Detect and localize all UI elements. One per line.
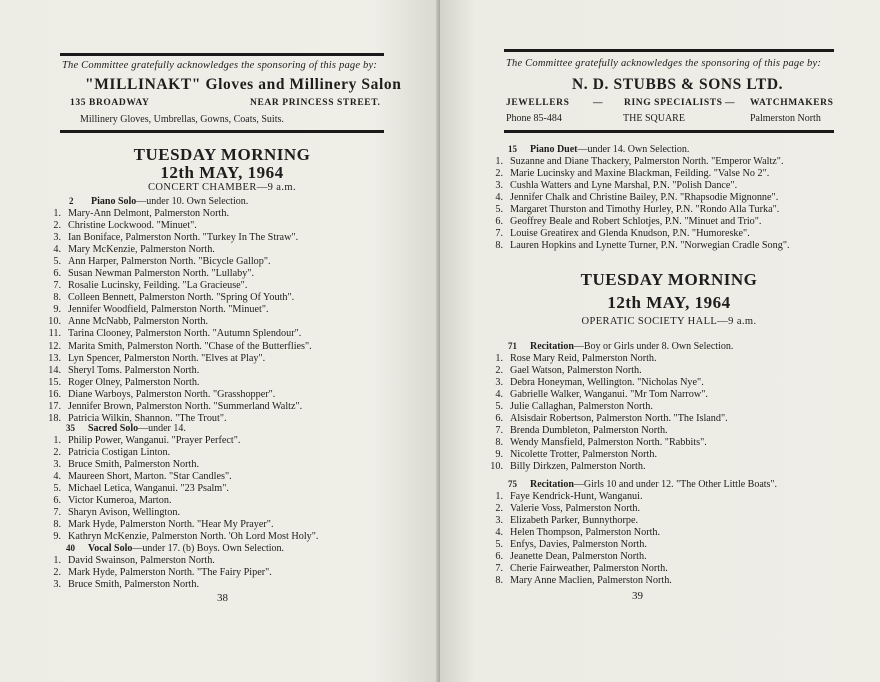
list-item: [490, 168, 790, 180]
entry-number: 5.: [53, 256, 61, 268]
entry-text: Michael Letica, Wanganui. "23 Psalm".: [68, 483, 229, 495]
list-item: [490, 216, 790, 228]
list-item: [48, 507, 318, 519]
list-item: [48, 328, 312, 340]
event-title: Recitation: [530, 341, 574, 352]
list-item: [48, 483, 318, 495]
entry-text: Mary McKenzie, Palmerston North.: [68, 244, 215, 256]
entry-text: Debra Honeyman, Wellington. "Nicholas Nye".: [510, 377, 704, 389]
entry-number: 8.: [495, 240, 503, 252]
entry-text: Patricia Wilkin, Shannon. "The Trout".: [68, 412, 227, 424]
entry-text: Roger Olney, Palmerston North.: [68, 376, 200, 388]
event-title: Piano Duet: [530, 144, 578, 155]
entry-number: 15.: [48, 376, 61, 388]
entry-number: 11.: [48, 328, 61, 340]
event-detail: —under 17. (b) Boys. Own Selection.: [132, 543, 285, 554]
list-item: [490, 503, 672, 515]
entry-number: 5.: [495, 204, 503, 216]
list-item: [48, 447, 318, 459]
entry-text: Gabrielle Walker, Wanganui. "Mr Tom Narrow".: [510, 389, 708, 401]
entry-text: Mary-Ann Delmont, Palmerston North.: [68, 208, 229, 219]
entry-number: 5.: [495, 401, 503, 413]
sponsor-top-rule: [60, 53, 384, 56]
entry-text: Rosalie Lucinsky, Feilding. "La Gracieuse".: [68, 280, 248, 292]
entry-number: 4.: [53, 244, 61, 256]
sponsor-trade: RING SPECIALISTS: [624, 98, 723, 108]
entry-text: Jennifer Woodfield, Palmerston North. "Minuet".: [68, 304, 269, 316]
entry-number: 7.: [495, 425, 503, 437]
entry-text: Lauren Hopkins and Lynette Turner, P.N. "Norwegian Cradle Song".: [510, 240, 790, 252]
entry-number: 3.: [495, 515, 503, 527]
sponsor-name: N. D. STUBBS & SONS LTD.: [572, 76, 784, 93]
sponsor-trade: WATCHMAKERS: [750, 98, 834, 108]
entry-number: 5.: [53, 483, 61, 495]
list-item: [490, 437, 728, 449]
entry-number: 3.: [53, 459, 61, 471]
entry-number: 1.: [495, 156, 503, 167]
list-item: [490, 192, 790, 204]
list-item: [490, 491, 672, 503]
entry-text: Jennifer Chalk and Christine Bailey, P.N. "Rhapsodie Mignonne".: [510, 192, 779, 204]
entry-text: Geoffrey Beale and Robert Schlotjes, P.N. "Minuet and Trio".: [510, 216, 762, 228]
event-heading: [508, 341, 733, 352]
session-day-heading: TUESDAY MORNING: [133, 145, 311, 164]
entry-text: Colleen Bennett, Palmerston North. "Spring Of Youth".: [68, 292, 295, 304]
entry-number: 2.: [53, 220, 61, 232]
entry-number: 8.: [53, 519, 61, 531]
list-item: [48, 377, 312, 389]
event-title: Sacred Solo: [88, 423, 139, 434]
sponsor-address: 135 BROADWAY: [70, 98, 150, 108]
entry-number: 6.: [495, 216, 503, 228]
sponsor-acknowledgement: The Committee gratefully acknowledges the sponsoring of this page by:: [506, 58, 822, 69]
entry-number: 17.: [48, 400, 61, 412]
list-item: [48, 304, 312, 316]
entry-text: Ian Boniface, Palmerston North. "Turkey In The Straw".: [68, 232, 299, 244]
list-item: [490, 401, 728, 413]
entry-number: 2.: [495, 503, 503, 515]
entry-list: [48, 555, 272, 591]
list-item: [48, 567, 272, 579]
entry-text: Bruce Smith, Palmerston North.: [68, 579, 200, 591]
list-item: [48, 268, 312, 280]
event-detail: —under 14. Own Selection.: [577, 144, 690, 155]
entry-number: 6.: [53, 268, 61, 280]
entry-text: Patricia Costigan Linton.: [68, 447, 171, 459]
entry-number: 13.: [48, 352, 61, 364]
event-detail: —under 10. Own Selection.: [136, 196, 249, 207]
list-item: [48, 232, 312, 244]
entry-number: 4.: [495, 389, 503, 401]
list-item: [48, 256, 312, 268]
entry-number: 7.: [53, 280, 61, 292]
entry-text: Gael Watson, Palmerston North.: [510, 365, 642, 377]
sponsor-acknowledgement: The Committee gratefully acknowledges the sponsoring of this page by:: [62, 60, 378, 71]
entry-text: Wendy Mansfield, Palmerston North. "Rabbits".: [510, 437, 707, 449]
entry-number: 4.: [53, 471, 61, 483]
entry-number: 1.: [53, 208, 61, 219]
list-item: [48, 531, 318, 543]
entry-number: 1.: [53, 435, 61, 446]
entry-number: 2.: [495, 168, 503, 180]
list-item: [490, 551, 672, 563]
event-number: 75: [508, 479, 517, 489]
sponsor-phone: Phone 85-484: [506, 113, 562, 124]
entry-text: Mark Hyde, Palmerston North. "Hear My Prayer".: [68, 519, 274, 531]
entry-number: 9.: [53, 304, 61, 316]
event-heading: [66, 423, 186, 434]
list-item: [48, 244, 312, 256]
entry-text: David Swainson, Palmerston North.: [68, 555, 215, 566]
list-item: [48, 459, 318, 471]
trade-separator: —: [593, 98, 604, 108]
session-date-heading: 12th MAY, 1964: [607, 293, 731, 312]
entry-text: Helen Thompson, Palmerston North.: [510, 527, 661, 539]
event-heading: [508, 144, 689, 155]
event-detail: —Girls 10 and under 12. "The Other Little Boats".: [573, 479, 778, 490]
entry-number: 8.: [495, 437, 503, 449]
list-item: [48, 220, 312, 232]
entry-number: 6.: [495, 413, 503, 425]
entry-text: Tarina Clooney, Palmerston North. "Autumn Splendour".: [68, 328, 302, 340]
list-item: [490, 228, 790, 240]
entry-text: Valerie Voss, Palmerston North.: [510, 503, 641, 515]
entry-text: Nicolette Trotter, Palmerston North.: [510, 449, 658, 461]
list-item: [48, 365, 312, 377]
entry-text: Jeanette Dean, Palmerston North.: [510, 551, 647, 563]
entry-text: Jennifer Brown, Palmerston North. "Summerland Waltz".: [68, 400, 303, 412]
list-item: [490, 353, 728, 365]
entry-number: 8.: [495, 575, 503, 587]
sponsor-trade: JEWELLERS: [506, 98, 570, 108]
entry-number: 7.: [495, 228, 503, 240]
list-item: [48, 280, 312, 292]
right-page: [440, 0, 880, 682]
sponsor-tagline: Millinery Gloves, Umbrellas, Gowns, Coats, Suits.: [80, 114, 284, 125]
entry-text: Alsisdair Robertson, Palmerston North. "The Island".: [510, 413, 728, 425]
list-item: [48, 401, 312, 413]
list-item: [48, 341, 312, 353]
entry-number: 10.: [48, 316, 61, 328]
list-item: [490, 539, 672, 551]
sponsor-location: THE SQUARE: [623, 113, 685, 124]
session-date-heading: 12th MAY, 1964: [160, 163, 284, 182]
entry-list: [490, 353, 728, 473]
event-title: Piano Solo: [91, 196, 137, 207]
entry-number: 9.: [53, 531, 61, 543]
entry-text: Faye Kendrick-Hunt, Wanganui.: [510, 491, 643, 502]
entry-number: 18.: [48, 412, 61, 424]
entry-number: 12.: [48, 340, 61, 352]
entry-number: 7.: [53, 507, 61, 519]
event-heading: [69, 196, 248, 207]
sponsor-top-rule: [504, 49, 834, 52]
entry-text: Cushla Watters and Lyne Marshal, P.N. "Polish Dance".: [510, 180, 738, 192]
list-item: [490, 575, 672, 587]
list-item: [48, 353, 312, 365]
event-number: 35: [66, 423, 75, 433]
entry-number: 2.: [53, 447, 61, 459]
list-item: [490, 180, 790, 192]
entry-text: Elizabeth Parker, Bunnythorpe.: [510, 515, 639, 527]
list-item: [490, 449, 728, 461]
entry-number: 7.: [495, 563, 503, 575]
sponsor-bottom-rule: [60, 130, 384, 133]
entry-text: Brenda Dumbleton, Palmerston North.: [510, 425, 668, 437]
entry-list: [48, 435, 318, 543]
session-day-heading: TUESDAY MORNING: [580, 270, 758, 289]
session-venue: CONCERT CHAMBER—9 a.m.: [148, 182, 296, 193]
entry-text: Sheryl Toms. Palmerston North.: [68, 364, 200, 376]
entry-number: 6.: [495, 551, 503, 563]
list-item: [48, 435, 318, 447]
list-item: [490, 156, 790, 168]
sponsor-town: Palmerston North: [750, 113, 821, 124]
entry-number: 8.: [53, 292, 61, 304]
event-heading: [508, 479, 777, 490]
entry-number: 10.: [490, 461, 503, 473]
list-item: [490, 527, 672, 539]
entry-number: 3.: [495, 180, 503, 192]
entry-text: Marie Lucinsky and Maxine Blackman, Feilding. "Valse No 2".: [510, 168, 770, 180]
entry-text: Philip Power, Wanganui. "Prayer Perfect".: [68, 435, 241, 446]
list-item: [48, 519, 318, 531]
event-title: Recitation: [530, 479, 574, 490]
event-number: 2: [69, 196, 74, 206]
entry-text: Kathryn McKenzie, Palmerston North. 'Oh Lord Most Holy".: [68, 531, 319, 543]
list-item: [48, 316, 312, 328]
sponsor-name: "MILLINAKT" Gloves and Millinery Salon: [85, 76, 402, 93]
list-item: [48, 495, 318, 507]
entry-text: Suzanne and Diane Thackery, Palmerston North. "Emperor Waltz".: [510, 156, 784, 167]
list-item: [48, 555, 272, 567]
list-item: [490, 389, 728, 401]
entry-text: Enfys, Davies, Palmerston North.: [510, 539, 647, 551]
entry-text: Mary Anne Maclien, Palmerston North.: [510, 575, 672, 587]
event-heading: [66, 543, 284, 554]
event-title: Vocal Solo: [88, 543, 133, 554]
list-item: [490, 365, 728, 377]
entry-text: Cherie Fairweather, Palmerston North.: [510, 563, 668, 575]
entry-text: Christine Lockwood. "Minuet".: [68, 220, 197, 232]
list-item: [490, 515, 672, 527]
entry-number: 2.: [53, 567, 61, 579]
entry-list: [48, 208, 312, 425]
list-item: [48, 471, 318, 483]
page-number: 39: [632, 590, 643, 602]
page-number: 38: [217, 592, 228, 604]
sponsor-address-note: NEAR PRINCESS STREET.: [250, 98, 381, 108]
list-item: [490, 563, 672, 575]
list-item: [490, 377, 728, 389]
entry-text: Marita Smith, Palmerston North. "Chase of the Butterflies".: [68, 340, 312, 352]
list-item: [490, 425, 728, 437]
entry-number: 4.: [495, 527, 503, 539]
entry-number: 1.: [495, 353, 503, 364]
entry-text: Lyn Spencer, Palmerston North. "Elves at Play".: [68, 352, 266, 364]
entry-number: 9.: [495, 449, 503, 461]
event-number: 15: [508, 144, 517, 154]
entry-text: Susan Newman Palmerston North. "Lullaby".: [68, 268, 255, 280]
list-item: [490, 461, 728, 473]
entry-number: 2.: [495, 365, 503, 377]
event-number: 40: [66, 543, 75, 553]
list-item: [48, 208, 312, 220]
entry-number: 14.: [48, 364, 61, 376]
list-item: [490, 204, 790, 216]
event-detail: —Boy or Girls under 8. Own Selection.: [573, 341, 734, 352]
event-detail: —under 14.: [138, 423, 186, 434]
list-item: [490, 240, 790, 252]
entry-text: Billy Dirkzen, Palmerston North.: [510, 461, 646, 473]
list-item: [490, 413, 728, 425]
entry-text: Ann Harper, Palmerston North. "Bicycle Gallop".: [68, 256, 271, 268]
entry-text: Sharyn Avison, Wellington.: [68, 507, 180, 519]
entry-text: Margaret Thurston and Timothy Hurley, P.N. "Rondo Alla Turka".: [510, 204, 780, 216]
entry-number: 5.: [495, 539, 503, 551]
list-item: [48, 292, 312, 304]
event-number: 71: [508, 341, 517, 351]
entry-number: 16.: [48, 388, 61, 400]
entry-text: Rose Mary Reid, Palmerston North.: [510, 353, 657, 364]
entry-text: Mark Hyde, Palmerston North. "The Fairy Piper".: [68, 567, 272, 579]
entry-text: Diane Warboys, Palmerston North. "Grasshopper".: [68, 388, 276, 400]
entry-number: 3.: [53, 232, 61, 244]
sponsor-bottom-rule: [504, 130, 834, 133]
entry-text: Maureen Short, Marton. "Star Candles".: [68, 471, 232, 483]
entry-text: Anne McNabb, Palmerston North.: [68, 316, 209, 328]
trade-separator: —: [725, 98, 736, 108]
session-venue: OPERATIC SOCIETY HALL—9 a.m.: [581, 316, 757, 327]
entry-text: Louise Greatirex and Glenda Knudson, P.N. "Humoreske".: [510, 228, 750, 240]
entry-list: [490, 156, 790, 252]
entry-number: 3.: [53, 579, 61, 591]
entry-number: 1.: [53, 555, 61, 566]
entry-number: 4.: [495, 192, 503, 204]
entry-text: Victor Kumeroa, Marton.: [68, 495, 172, 507]
entry-text: Bruce Smith, Palmerston North.: [68, 459, 200, 471]
entry-list: [490, 491, 672, 587]
entry-number: 6.: [53, 495, 61, 507]
entry-number: 3.: [495, 377, 503, 389]
entry-text: Julie Callaghan, Palmerston North.: [510, 401, 653, 413]
list-item: [48, 579, 272, 591]
entry-number: 1.: [495, 491, 503, 502]
list-item: [48, 389, 312, 401]
